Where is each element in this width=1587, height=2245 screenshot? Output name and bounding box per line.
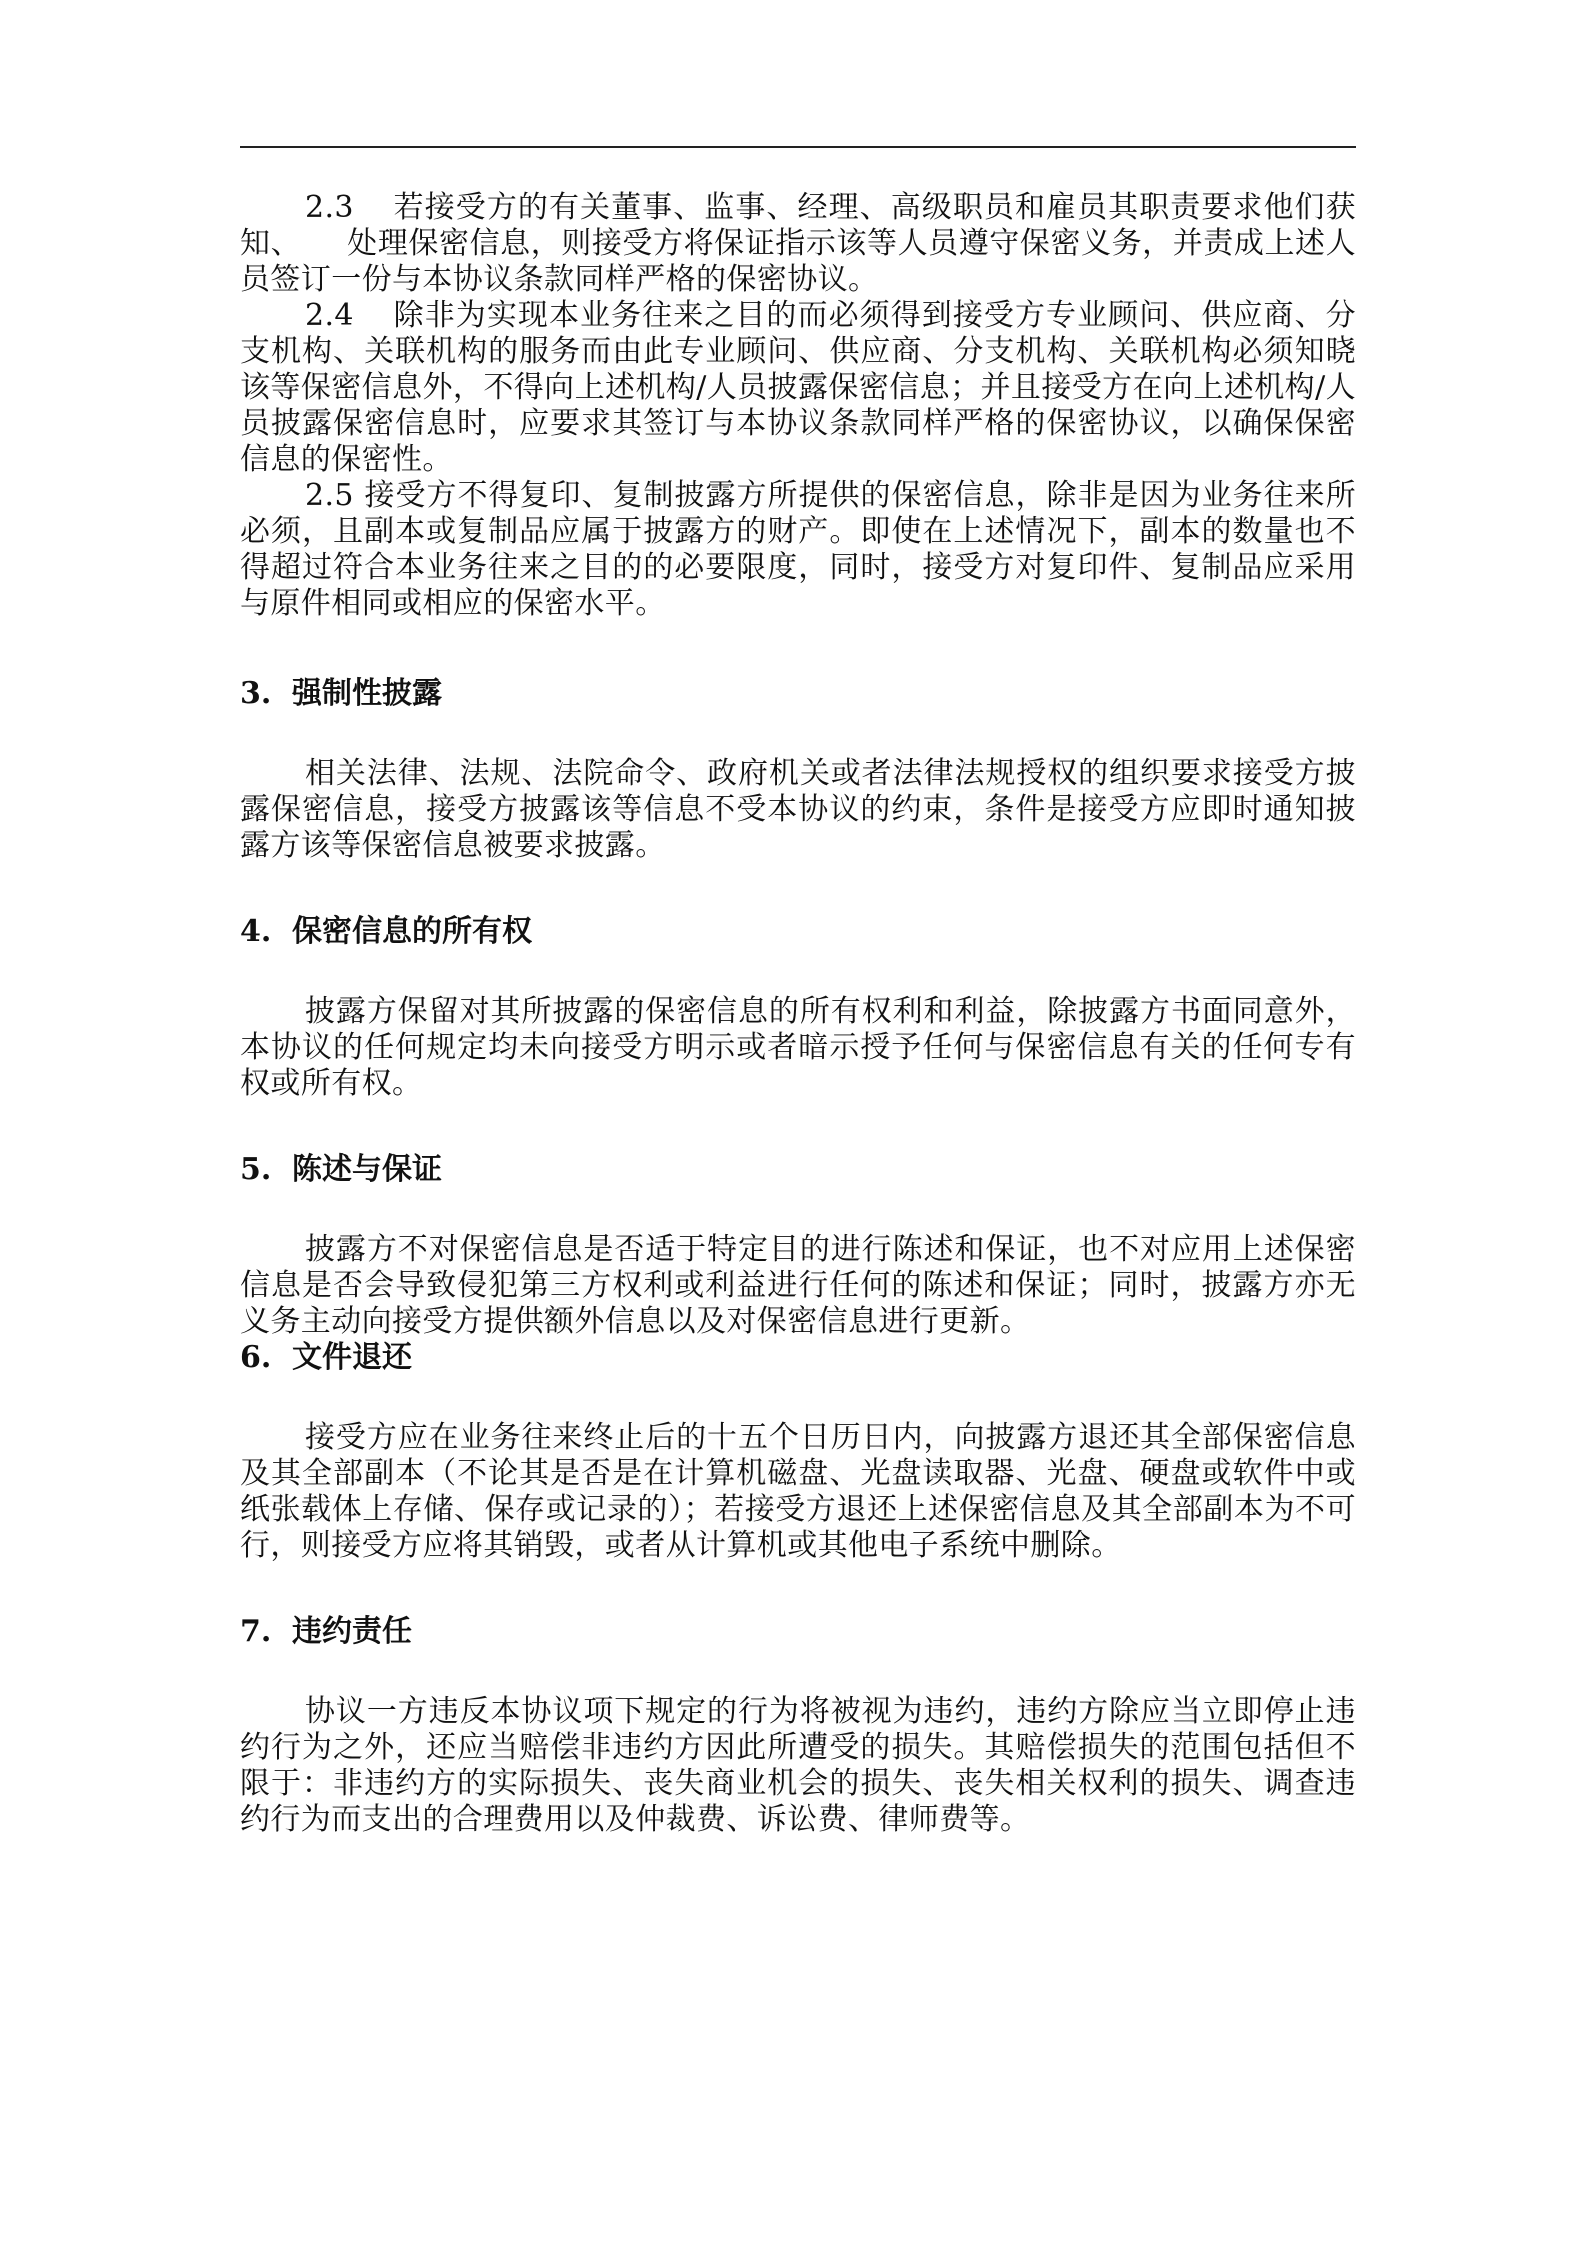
section-number: 5. (240, 1152, 272, 1187)
section-number: 3. (240, 676, 272, 711)
clause-number: 2.4 (305, 298, 354, 333)
section-3-text: 相关法律、法规、法院命令、政府机关或者法律法规授权的组织要求接受方披露保密信息，接受方披露该等信息不受本协议的约束，条件是接受方应即时通知披露方该等保密信息被要求披露。 (240, 756, 1356, 863)
section-5-text: 披露方不对保密信息是否适于特定目的进行陈述和保证，也不对应用上述保密信息是否会导致侵犯第三方权利或利益进行任何的陈述和保证；同时，披露方亦无义务主动向接受方提供额外信息以及对保密信息进行更新。 (240, 1232, 1356, 1339)
section-4-text: 披露方保留对其所披露的保密信息的所有权利和利益，除披露方书面同意外，本协议的任何规定均未向接受方明示或者暗示授予任何与保密信息有关的任何专有权或所有权。 (240, 994, 1356, 1101)
clause-text: 2.5 接受方不得复印、复制披露方所提供的保密信息，除非是因为业务往来所必须，且副本或复制品应属于披露方的财产。即使在上述情况下，副本的数量也不得超过符合本业务往来之目的的必要限度，同时，接受方对复印件、复制品应采用与原件相同或相应的保密水平。 (240, 478, 1356, 621)
section-6-text: 接受方应在业务往来终止后的十五个日历日内，向披露方退还其全部保密信息及其全部副本（不论其是否是在计算机磁盘、光盘读取器、光盘、硬盘或软件中或纸张载体上存储、保存或记录的）；若接受方退还上述保密信息及其全部副本为不可行，则接受方应将其销毁，或者从计算机或其他电子系统中删除。 (240, 1420, 1356, 1563)
section-title: 文件退还 (292, 1340, 412, 1375)
section-title: 保密信息的所有权 (292, 914, 532, 949)
document-body (240, 190, 1356, 1838)
clause-text: 除非为实现本业务往来之目的而必须得到接受方专业顾问、供应商、分支机构、关联机构的服务而由此专业顾问、供应商、分支机构、关联机构必须知晓该等保密信息外，不得向上述机构/人员披露保密信息；并且接受方在向上述机构/人员披露保密信息时，应要求其签订与本协议条款同样严格的保密协议，以确保保密信息的保密性。 (240, 298, 1356, 477)
section-number: 6. (240, 1340, 272, 1375)
section-heading-7 (240, 1614, 1356, 1650)
section-number: 4. (240, 914, 272, 949)
section-number: 7. (240, 1614, 272, 1649)
section-heading-3 (240, 676, 1356, 712)
section-title: 陈述与保证 (292, 1152, 442, 1187)
clause-number: 2.3 (305, 190, 354, 225)
clause-2-3 (240, 190, 1356, 298)
clause-2-4 (240, 298, 1356, 478)
header-rule (240, 146, 1356, 148)
clause-2-5 (240, 478, 1356, 622)
section-title: 强制性披露 (292, 676, 442, 711)
section-heading-4 (240, 914, 1356, 950)
section-title: 违约责任 (292, 1614, 412, 1649)
clause-text: 若接受方的有关董事、监事、经理、高级职员和雇员其职责要求他们获知、 处理保密信息，则接受方将保证指示该等人员遵守保密义务，并责成上述人员签订一份与本协议条款同样严格的保密协议。 (240, 190, 1356, 297)
section-heading-6 (240, 1340, 1356, 1376)
section-heading-5 (240, 1152, 1356, 1188)
section-7-text: 协议一方违反本协议项下规定的行为将被视为违约，违约方除应当立即停止违约行为之外，还应当赔偿非违约方因此所遭受的损失。其赔偿损失的范围包括但不限于：非违约方的实际损失、丧失商业机会的损失、丧失相关权利的损失、调查违约行为而支出的合理费用以及仲裁费、诉讼费、律师费等。 (240, 1694, 1356, 1837)
